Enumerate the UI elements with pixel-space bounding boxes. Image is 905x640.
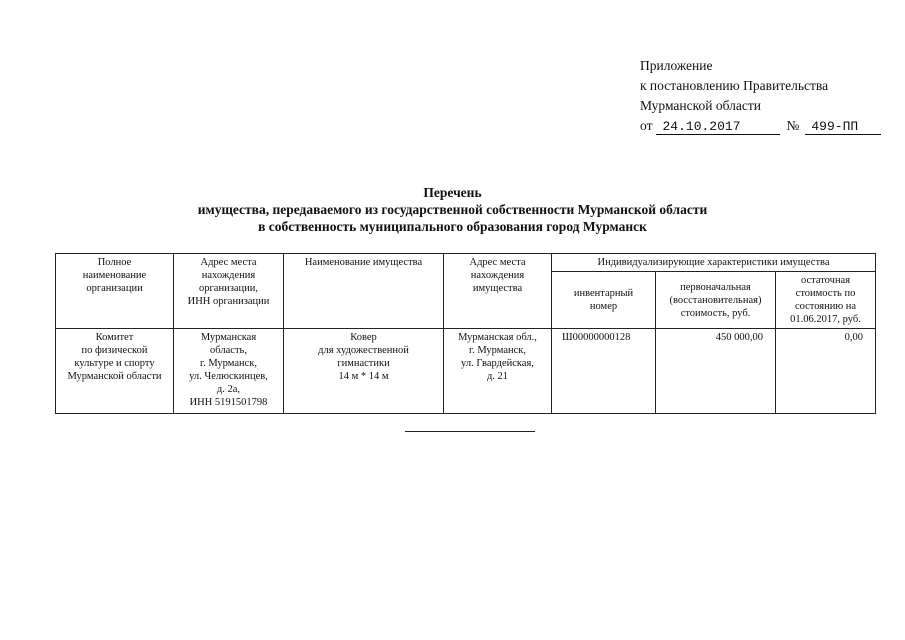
document-title [0, 184, 905, 235]
header-inventory-number: инвентарный номер [552, 272, 656, 329]
end-rule [405, 431, 535, 432]
title-line-1: Перечень [423, 185, 482, 200]
title-line-2: имущества, передаваемого из государственной собственности Мурманской области [197, 202, 708, 217]
header-characteristics: Индивидуализирующие характеристики имущества [552, 254, 876, 272]
header-row-1 [56, 254, 876, 272]
cell-initial-cost: 450 000,00 [656, 329, 776, 414]
header-residual-cost: остаточная стоимость по состоянию на 01.06.2017, руб. [776, 272, 876, 329]
cell-org-address: Мурманская область, г. Мурманск, ул. Челюскинцев, д. 2а, ИНН 5191501798 [174, 329, 284, 414]
cell-property-name: Ковер для художественной гимнастики 14 м * 14 м [284, 329, 444, 414]
annex-date-row [640, 116, 881, 136]
header-initial-cost: первоначальная (восстановительная) стоимость, руб. [656, 272, 776, 329]
decree-date: 24.10.2017 [656, 119, 780, 135]
header-property-name: Наименование имущества [284, 254, 444, 329]
title-line-3: в собственность муниципального образования город Мурманск [258, 219, 647, 234]
annex-line-3: Мурманской области [640, 98, 761, 113]
header-property-address: Адрес места нахождения имущества [444, 254, 552, 329]
cell-org-name: Комитет по физической культуре и спорту Мурманской области [56, 329, 174, 414]
table-row [56, 329, 876, 414]
annex-block [640, 56, 881, 136]
property-table [55, 253, 876, 414]
header-org-address: Адрес места нахождения организации, ИНН организации [174, 254, 284, 329]
cell-property-address: Мурманская обл., г. Мурманск, ул. Гвардейская, д. 21 [444, 329, 552, 414]
annex-line-2: к постановлению Правительства [640, 78, 829, 93]
cell-residual-cost: 0,00 [776, 329, 876, 414]
cell-inventory-number: Ш00000000128 [552, 329, 656, 414]
annex-line-1: Приложение [640, 58, 713, 73]
header-org-name: Полное наименование организации [56, 254, 174, 329]
from-label: от [640, 118, 653, 133]
number-label: № [786, 118, 800, 133]
decree-number: 499-ПП [805, 119, 881, 135]
